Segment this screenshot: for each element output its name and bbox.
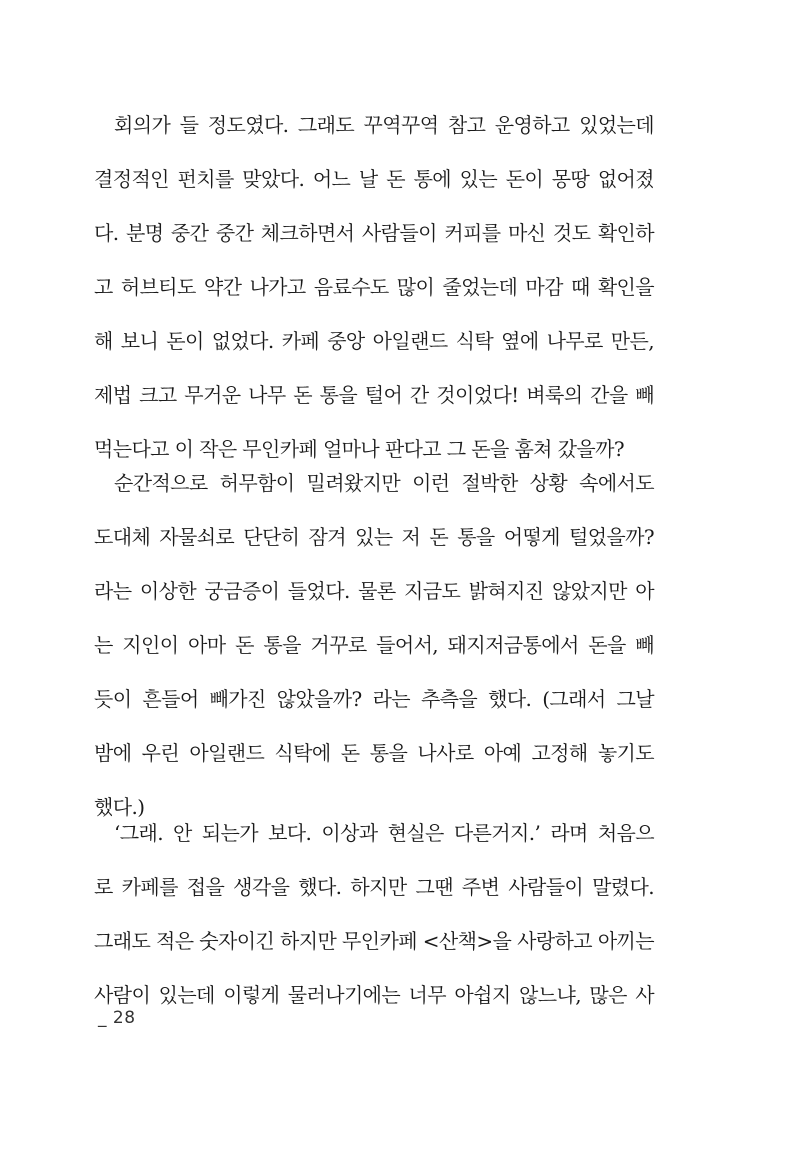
text-line: 고 허브티도 약간 나가고 음료수도 많이 줄었는데 마감 때 확인을 bbox=[94, 275, 654, 299]
text-line: 다. 분명 중간 중간 체크하면서 사람들이 커피를 마신 것도 확인하 bbox=[94, 221, 654, 245]
text-line: 그래도 적은 숫자이긴 하지만 무인카페 <산책>을 사랑하고 아끼는 bbox=[94, 929, 654, 953]
text-line: 결정적인 펀치를 맞았다. 어느 날 돈 통에 있는 돈이 몽땅 없어졌 bbox=[94, 167, 654, 191]
page-number: _ 28 bbox=[98, 1008, 136, 1028]
text-line: ‘그래. 안 되는가 보다. 이상과 현실은 다른거지.’ 라며 처음으 bbox=[114, 821, 655, 845]
text-line: 제법 크고 무거운 나무 돈 통을 털어 간 것이었다! 벼룩의 간을 빼 bbox=[94, 383, 654, 407]
text-line: 사람이 있는데 이렇게 물러나기에는 너무 아쉽지 않느냐, 많은 사 bbox=[94, 983, 654, 1007]
text-line: 해 보니 돈이 없었다. 카페 중앙 아일랜드 식탁 옆에 나무로 만든, bbox=[94, 329, 654, 353]
text-line: 도대체 자물쇠로 단단히 잠겨 있는 저 돈 통을 어떻게 털었을까? bbox=[94, 525, 654, 549]
text-line: 순간적으로 허무함이 밀려왔지만 이런 절박한 상황 속에서도 bbox=[114, 471, 654, 495]
paragraph-1 bbox=[94, 98, 654, 476]
text-line: 밤에 우린 아일랜드 식탁에 돈 통을 나사로 아예 고정해 놓기도 bbox=[94, 741, 654, 765]
text-line: 회의가 들 정도였다. 그래도 꾸역꾸역 참고 운영하고 있었는데 bbox=[114, 113, 654, 137]
text-line: 듯이 흔들어 빼가진 않았을까? 라는 추측을 했다. (그래서 그날 bbox=[94, 687, 654, 711]
text-line: 는 지인이 아마 돈 통을 거꾸로 들어서, 돼지저금통에서 돈을 빼 bbox=[94, 633, 654, 657]
paragraph-3 bbox=[94, 806, 654, 1022]
text-line: 했다.) bbox=[94, 795, 145, 819]
text-line: 라는 이상한 궁금증이 들었다. 물론 지금도 밝혀지진 않았지만 아 bbox=[94, 579, 654, 603]
paragraph-2 bbox=[94, 456, 654, 834]
text-line: 로 카페를 접을 생각을 했다. 하지만 그땐 주변 사람들이 말렸다. bbox=[94, 875, 654, 899]
text-line: 먹는다고 이 작은 무인카페 얼마나 판다고 그 돈을 훔쳐 갔을까? bbox=[94, 437, 624, 461]
